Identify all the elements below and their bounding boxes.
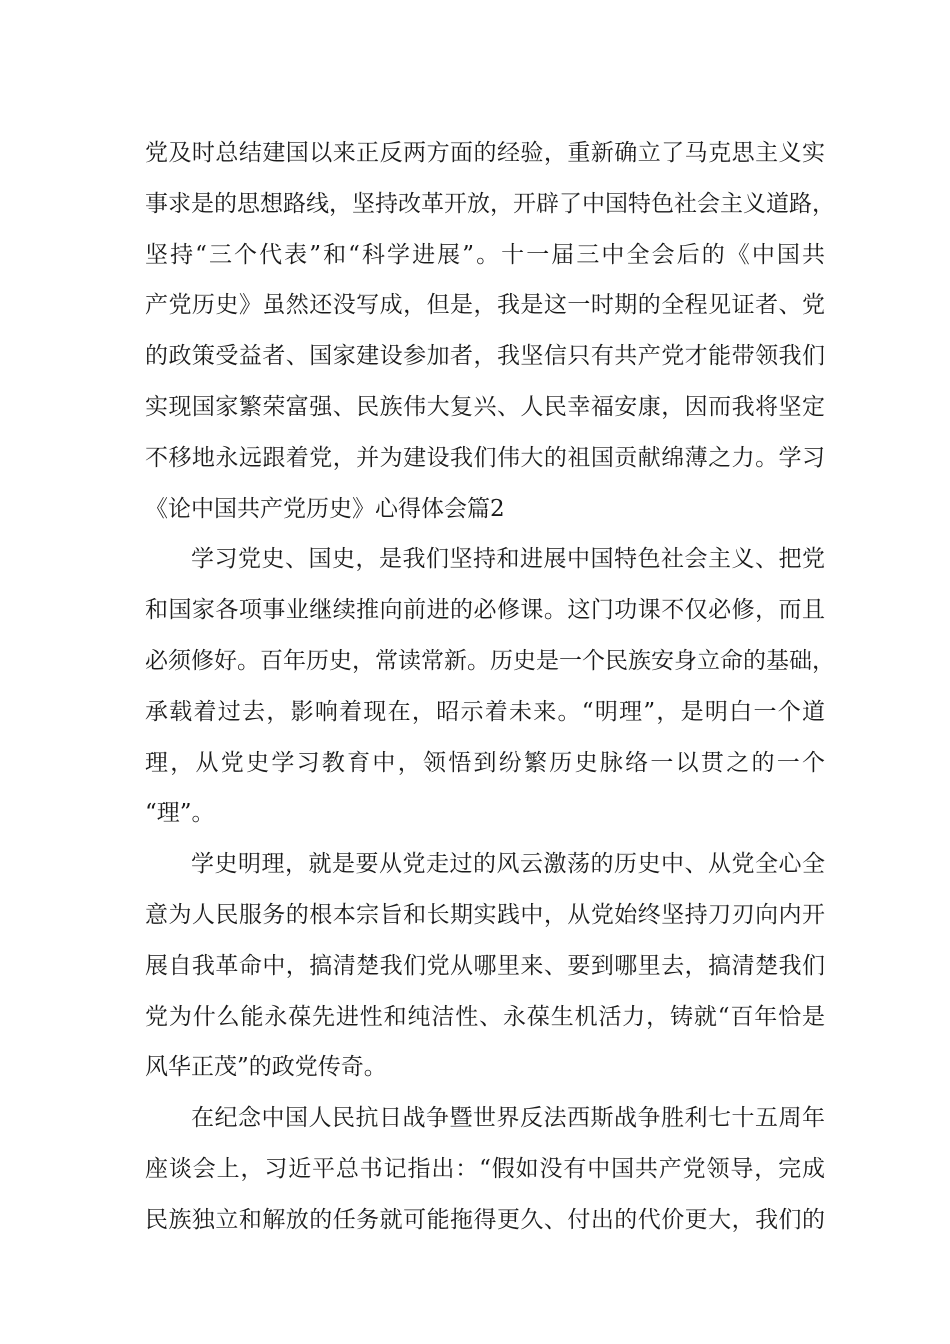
text-line: 座谈会上，习近平总书记指出：“假如没有中国共产党领导，完成 [145,1155,825,1182]
text-line: 坚持“三个代表”和“科学进展”。十一届三中全会后的《中国共 [145,241,825,268]
text-line: 党为什么能永葆先进性和纯洁性、永葆生机活力，铸就“百年恰是 [145,1003,825,1030]
text-line: 在纪念中国人民抗日战争暨世界反法西斯战争胜利七十五周年 [191,1105,825,1132]
text-line: 承载着过去，影响着现在，昭示着未来。“明理”，是明白一个道 [145,698,825,725]
text-line: 《论中国共产党历史》心得体会篇2 [145,495,505,522]
text-line: 意为人民服务的根本宗旨和长期实践中，从党始终坚持刀刃向内开 [145,901,825,928]
text-line: 产党历史》虽然还没写成，但是，我是这一时期的全程见证者、党 [145,292,825,319]
text-line: 实现国家繁荣富强、民族伟大复兴、人民幸福安康，因而我将坚定 [145,393,825,420]
text-line: 的政策受益者、国家建设参加者，我坚信只有共产党才能带领我们 [145,343,825,370]
text-line: 民族独立和解放的任务就可能拖得更久、付出的代价更大，我们的 [145,1206,825,1233]
document-body [145,128,835,1246]
text-line: 事求是的思想路线，坚持改革开放，开辟了中国特色社会主义道路， [145,190,835,217]
text-line: 和国家各项事业继续推向前进的必修课。这门功课不仅必修，而且 [145,597,825,624]
text-line: 展自我革命中，搞清楚我们党从哪里来、要到哪里去，搞清楚我们 [145,952,825,979]
text-line: 学习党史、国史，是我们坚持和进展中国特色社会主义、把党 [191,546,825,573]
text-line: 风华正茂”的政党传奇。 [145,1054,387,1081]
text-line: 不移地永远跟着党，并为建设我们伟大的祖国贡献绵薄之力。学习 [145,444,825,471]
text-line: “理”。 [145,800,215,827]
text-line: 学史明理，就是要从党走过的风云激荡的历史中、从党全心全 [191,851,825,878]
text-line: 理，从党史学习教育中，领悟到纷繁历史脉络一以贯之的一个 [145,749,825,776]
text-line: 党及时总结建国以来正反两方面的经验，重新确立了马克思主义实 [145,140,825,166]
text-line: 必须修好。百年历史，常读常新。历史是一个民族安身立命的基础， [145,647,835,674]
